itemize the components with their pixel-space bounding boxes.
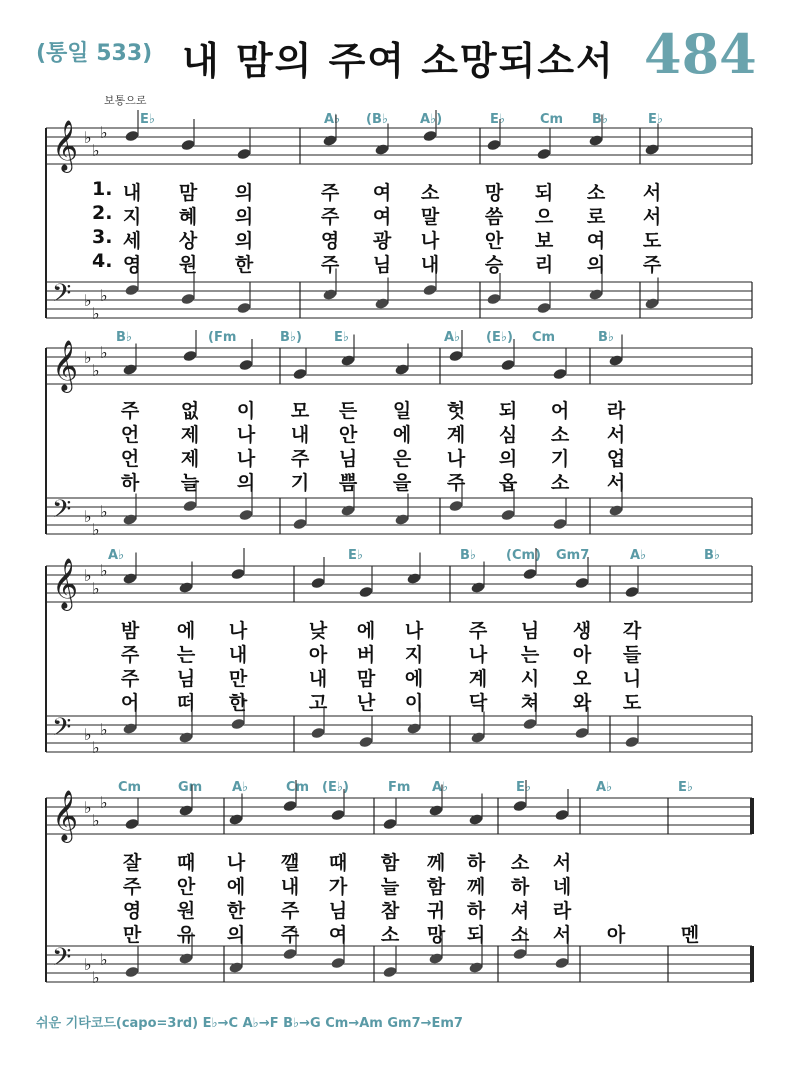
lyric-syllable: 소: [550, 472, 570, 494]
chord-symbol: A♭: [444, 330, 461, 345]
lyric-syllable: 도: [642, 230, 662, 252]
lyric-syllable: 영: [122, 254, 142, 276]
note-head: [468, 961, 483, 974]
lyric-syllable: 주: [320, 254, 340, 276]
lyric-syllable: 주: [280, 900, 300, 922]
chord-symbol: (E♭): [486, 330, 513, 345]
key-signature-flat-icon: ♭: [100, 561, 108, 580]
chord-symbol: Gm7: [556, 548, 590, 563]
lyric-syllable: 맘: [178, 182, 198, 204]
chord-symbol: B♭): [280, 330, 302, 345]
lyric-syllable: 에: [392, 424, 412, 446]
chord-symbol: A♭): [420, 112, 443, 127]
lyric-syllable: 는: [176, 644, 196, 666]
lyric-syllable: 옵: [498, 472, 518, 494]
lyric-syllable: 영: [320, 230, 340, 252]
key-signature-flat-icon: ♭: [84, 566, 92, 585]
lyric-syllable: 계: [468, 668, 488, 690]
note-head: [330, 957, 345, 970]
lyric-syllable: 언: [120, 424, 140, 446]
lyric-syllable: 쳐: [520, 692, 540, 714]
lyric-syllable: 께: [426, 852, 446, 874]
lyric-syllable: 의: [226, 924, 246, 946]
lyric-syllable: 의: [586, 254, 606, 276]
lyric-syllable: 의: [234, 182, 254, 204]
lyric-syllable: 제: [180, 424, 200, 446]
lyric-syllable: 때: [328, 852, 348, 874]
lyric-syllable: 에: [176, 620, 196, 642]
lyric-syllable: 주: [122, 876, 142, 898]
key-signature-flat-icon: ♭: [92, 520, 100, 539]
key-signature-flat-icon: ♭: [100, 286, 108, 305]
lyric-syllable: 깰: [280, 852, 300, 874]
lyric-syllable: 의: [236, 472, 256, 494]
lyric-syllable: 유: [176, 924, 196, 946]
lyric-syllable: 라: [552, 900, 572, 922]
lyric-syllable: 소: [550, 424, 570, 446]
lyric-syllable: 쁨: [338, 472, 358, 494]
chord-symbol: B♭: [598, 330, 615, 345]
lyric-syllable: 이: [236, 400, 256, 422]
lyric-syllable: 라: [606, 400, 626, 422]
hymn-number: 484: [644, 22, 757, 86]
lyric-syllable: 으: [534, 206, 554, 228]
lyric-syllable: 오: [572, 668, 592, 690]
lyric-syllable: 한: [234, 254, 254, 276]
verse-number: 1.: [92, 178, 113, 200]
lyric-syllable: 기: [290, 472, 310, 494]
lyric-syllable: 이: [404, 692, 424, 714]
note-head: [382, 966, 397, 979]
lyric-syllable: 함: [380, 852, 400, 874]
lyric-syllable: 의: [234, 230, 254, 252]
lyric-syllable: 을: [392, 472, 412, 494]
lyric-syllable: 안: [484, 230, 504, 252]
lyric-syllable: 떠: [176, 692, 196, 714]
lyric-syllable: 주: [446, 472, 466, 494]
lyric-syllable: 나: [468, 644, 488, 666]
key-signature-flat-icon: ♭: [100, 502, 108, 521]
lyric-syllable: 늘: [180, 472, 200, 494]
chord-symbol: Fm: [388, 780, 411, 795]
key-signature-flat-icon: ♭: [92, 361, 100, 380]
lyric-syllable: 네: [552, 876, 572, 898]
lyric-verse-2: [0, 872, 800, 898]
lyric-syllable: 어: [550, 400, 570, 422]
chord-symbol: E♭: [490, 112, 506, 127]
lyric-syllable: 서: [642, 182, 662, 204]
lyric-syllable: 주: [468, 620, 488, 642]
tempo-marking: 보통으로: [104, 94, 147, 107]
bass-clef-icon: 𝄢: [52, 279, 72, 314]
lyric-syllable: 주: [290, 448, 310, 470]
lyric-syllable: 시: [520, 668, 540, 690]
lyric-syllable: 소: [586, 182, 606, 204]
key-signature-flat-icon: ♭: [100, 793, 108, 812]
chord-symbol: B♭: [704, 548, 721, 563]
lyric-syllable: 에: [404, 668, 424, 690]
lyric-syllable: 일: [392, 400, 412, 422]
lyric-syllable: 하: [510, 876, 530, 898]
lyric-syllable: 난: [356, 692, 376, 714]
lyric-verse-1: [0, 848, 800, 874]
lyric-syllable: 내: [308, 668, 328, 690]
lyric-verse-3: [0, 896, 800, 922]
lyric-syllable: 서: [552, 852, 572, 874]
lyric-syllable: 닥: [468, 692, 488, 714]
lyric-syllable: 귀: [426, 900, 446, 922]
lyric-syllable: 주: [320, 206, 340, 228]
lyric-syllable: 한: [226, 900, 246, 922]
treble-clef-icon: 𝄞: [52, 558, 79, 609]
chord-symbol: B♭: [460, 548, 477, 563]
note-head: [330, 809, 345, 822]
lyric-syllable: 보: [534, 230, 554, 252]
treble-clef-icon: 𝄞: [52, 120, 79, 171]
lyric-syllable: 하: [466, 852, 486, 874]
lyric-syllable: 버: [356, 644, 376, 666]
lyric-syllable: 참: [380, 900, 400, 922]
lyric-syllable: 내: [280, 876, 300, 898]
hymn-title: 내 맘의 주여 소망되소서: [182, 39, 615, 83]
lyric-syllable: 든: [338, 400, 358, 422]
lyric-syllable: 때: [176, 852, 196, 874]
lyric-syllable: 내: [420, 254, 440, 276]
chord-symbol: E♭: [334, 330, 350, 345]
note-head: [282, 800, 297, 813]
key-signature-flat-icon: ♭: [100, 123, 108, 142]
key-signature-flat-icon: ♭: [84, 128, 92, 147]
lyric-syllable: 영: [122, 900, 142, 922]
lyric-syllable: 밤: [120, 620, 140, 642]
lyric-syllable: 망: [426, 924, 446, 946]
key-signature-flat-icon: ♭: [92, 304, 100, 323]
chord-symbol: (Fm: [208, 330, 237, 345]
chord-symbol: E♭: [348, 548, 364, 563]
lyric-syllable: 나: [236, 448, 256, 470]
lyric-syllable: 생: [572, 620, 592, 642]
chord-symbol: A♭: [596, 780, 613, 795]
verse-number: 3.: [92, 226, 113, 248]
lyric-verse-4: [0, 920, 800, 946]
note-head: [382, 818, 397, 831]
lyric-syllable: 서: [606, 472, 626, 494]
key-signature-flat-icon: ♭: [84, 725, 92, 744]
key-signature-flat-icon: ♭: [92, 141, 100, 160]
lyric-syllable: 나: [446, 448, 466, 470]
lyric-syllable: 말: [420, 206, 440, 228]
lyric-syllable: 에: [226, 876, 246, 898]
lyric-syllable: 제: [180, 448, 200, 470]
lyric-syllable: 소: [420, 182, 440, 204]
lyric-syllable: 나: [420, 230, 440, 252]
lyric-syllable: 서: [642, 206, 662, 228]
key-signature-flat-icon: ♭: [84, 348, 92, 367]
lyric-syllable: 의: [234, 206, 254, 228]
lyric-syllable: 씀: [484, 206, 504, 228]
lyric-syllable: 기: [550, 448, 570, 470]
lyric-syllable: 로: [586, 206, 606, 228]
note-head: [124, 818, 139, 831]
lyric-syllable: 도: [622, 692, 642, 714]
lyric-syllable: 은: [392, 448, 412, 470]
note-head: [512, 948, 527, 961]
lyric-syllable: 셔: [510, 900, 530, 922]
hymn-old-number: (통일 533): [36, 41, 153, 66]
lyric-syllable: 만: [228, 668, 248, 690]
lyric-syllable: 주: [642, 254, 662, 276]
lyric-syllable: 원: [178, 254, 198, 276]
lyric-syllable: 님: [372, 254, 392, 276]
lyric-syllable: 나: [236, 424, 256, 446]
lyric-syllable: 리: [534, 254, 554, 276]
lyric-syllable: 주: [320, 182, 340, 204]
lyric-syllable: 만: [122, 924, 142, 946]
key-signature-flat-icon: ♭: [84, 507, 92, 526]
bass-clef-icon: 𝄢: [52, 943, 72, 978]
note-head: [228, 961, 243, 974]
chord-symbol: (Cm): [506, 548, 541, 563]
lyric-syllable: 되: [498, 400, 518, 422]
lyric-syllable: 하: [466, 900, 486, 922]
note-head: [428, 952, 443, 965]
lyric-syllable: 되: [466, 924, 486, 946]
note-head: [124, 966, 139, 979]
lyric-syllable: 망: [484, 182, 504, 204]
lyric-syllable: 멘: [680, 924, 700, 946]
chord-symbol: A♭: [108, 548, 125, 563]
treble-clef-icon: 𝄞: [52, 340, 79, 391]
lyric-syllable: 들: [622, 644, 642, 666]
lyric-syllable: 안: [338, 424, 358, 446]
lyric-syllable: 나: [404, 620, 424, 642]
lyric-syllable: 서: [606, 424, 626, 446]
lyric-syllable: 한: [228, 692, 248, 714]
lyric-syllable: 함: [426, 876, 446, 898]
lyric-syllable: 헛: [446, 400, 466, 422]
chord-symbol: Cm: [532, 330, 556, 345]
lyric-syllable: 혜: [178, 206, 198, 228]
lyric-syllable: 와: [572, 692, 592, 714]
guitar-chord-note: 쉬운 기타코드(capo=3rd) E♭→C A♭→F B♭→G Cm→Am Gm7→Em7: [36, 1016, 463, 1031]
lyric-syllable: 잘: [122, 852, 142, 874]
key-signature-flat-icon: ♭: [92, 738, 100, 757]
lyric-syllable: 계: [446, 424, 466, 446]
note-head: [468, 813, 483, 826]
key-signature-flat-icon: ♭: [84, 798, 92, 817]
lyric-syllable: 에: [356, 620, 376, 642]
chord-symbol: E♭: [648, 112, 664, 127]
key-signature-flat-icon: ♭: [84, 955, 92, 974]
chord-symbol: E♭: [678, 780, 694, 795]
lyric-syllable: 여: [328, 924, 348, 946]
lyric-syllable: 가: [328, 876, 348, 898]
note-head: [178, 804, 193, 817]
lyric-syllable: 아: [606, 924, 626, 946]
key-signature-flat-icon: ♭: [84, 291, 92, 310]
lyric-syllable: 모: [290, 400, 310, 422]
verse-number: 4.: [92, 250, 113, 272]
lyric-syllable: 소: [510, 924, 530, 946]
lyric-syllable: 의: [498, 448, 518, 470]
lyric-syllable: 되: [534, 182, 554, 204]
lyric-syllable: 심: [498, 424, 518, 446]
lyric-syllable: 님: [338, 448, 358, 470]
lyric-syllable: 세: [122, 230, 142, 252]
note-head: [178, 952, 193, 965]
chord-symbol: E♭: [516, 780, 532, 795]
key-signature-flat-icon: ♭: [100, 950, 108, 969]
lyric-syllable: 원: [176, 900, 196, 922]
chord-symbol: A♭: [324, 112, 341, 127]
lyric-syllable: 는: [520, 644, 540, 666]
lyric-syllable: 내: [122, 182, 142, 204]
chord-symbol: (B♭: [366, 112, 388, 127]
note-head: [228, 813, 243, 826]
chord-symbol: (E♭): [322, 780, 349, 795]
chord-symbol: B♭: [116, 330, 133, 345]
key-signature-flat-icon: ♭: [92, 811, 100, 830]
treble-clef-icon: 𝄞: [52, 790, 79, 841]
lyric-syllable: 내: [290, 424, 310, 446]
lyric-syllable: 늘: [380, 876, 400, 898]
lyric-syllable: 어: [120, 692, 140, 714]
chord-symbol: Cm: [118, 780, 142, 795]
lyric-syllable: 하: [120, 472, 140, 494]
lyric-syllable: 주: [120, 644, 140, 666]
lyric-syllable: 주: [280, 924, 300, 946]
lyric-syllable: 없: [180, 400, 200, 422]
lyric-syllable: 님: [520, 620, 540, 642]
lyric-syllable: 낮: [308, 620, 328, 642]
lyric-syllable: 광: [372, 230, 392, 252]
lyric-syllable: 아: [572, 644, 592, 666]
note-head: [554, 957, 569, 970]
chord-symbol: A♭: [630, 548, 647, 563]
key-signature-flat-icon: ♭: [100, 343, 108, 362]
lyric-syllable: 소: [380, 924, 400, 946]
chord-symbol: Cm: [540, 112, 564, 127]
lyric-syllable: 각: [622, 620, 642, 642]
note-head: [554, 809, 569, 822]
lyric-syllable: 맘: [356, 668, 376, 690]
lyric-syllable: 소: [510, 852, 530, 874]
note-head: [282, 948, 297, 961]
lyric-syllable: 여: [586, 230, 606, 252]
note-head: [512, 800, 527, 813]
lyric-syllable: 여: [372, 206, 392, 228]
lyric-syllable: 내: [228, 644, 248, 666]
lyric-syllable: 상: [178, 230, 198, 252]
lyric-syllable: 님: [176, 668, 196, 690]
lyric-syllable: 께: [466, 876, 486, 898]
lyric-syllable: 주: [120, 400, 140, 422]
chord-symbol: A♭: [432, 780, 449, 795]
verse-number: 2.: [92, 202, 113, 224]
lyric-syllable: 서: [552, 924, 572, 946]
lyric-syllable: 여: [372, 182, 392, 204]
lyric-syllable: 나: [228, 620, 248, 642]
chord-symbol: A♭: [232, 780, 249, 795]
lyric-syllable: 아: [308, 644, 328, 666]
lyric-syllable: 업: [606, 448, 626, 470]
lyric-syllable: 나: [226, 852, 246, 874]
note-head: [428, 804, 443, 817]
lyric-syllable: 지: [122, 206, 142, 228]
lyric-syllable: 주: [120, 668, 140, 690]
lyric-syllable: 고: [308, 692, 328, 714]
chord-symbol: B♭: [592, 112, 609, 127]
key-signature-flat-icon: ♭: [92, 579, 100, 598]
lyric-syllable: 안: [176, 876, 196, 898]
lyric-syllable: 님: [328, 900, 348, 922]
lyric-syllable: 승: [484, 254, 504, 276]
chord-symbol: Gm: [178, 780, 203, 795]
lyric-syllable: 지: [404, 644, 424, 666]
chord-symbol: E♭: [140, 112, 156, 127]
chord-symbol: Cm: [286, 780, 310, 795]
lyric-syllable: 언: [120, 448, 140, 470]
bass-clef-icon: 𝄢: [52, 713, 72, 748]
lyric-syllable: 니: [622, 668, 642, 690]
key-signature-flat-icon: ♭: [100, 720, 108, 739]
bass-clef-icon: 𝄢: [52, 495, 72, 530]
key-signature-flat-icon: ♭: [92, 968, 100, 987]
